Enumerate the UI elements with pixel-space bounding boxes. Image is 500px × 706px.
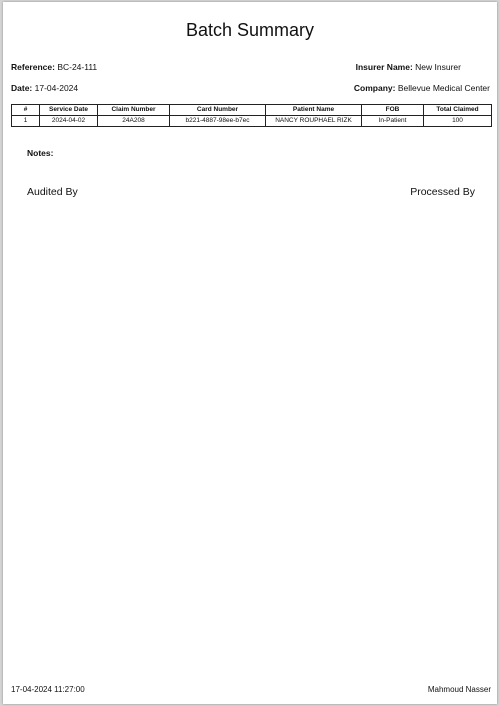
document-page <box>3 2 497 704</box>
date-field <box>11 83 78 93</box>
insurer-field <box>356 62 461 72</box>
insurer-value: New Insurer <box>415 62 461 72</box>
cell-patient-name: NANCY ROUPHAEL RIZK <box>266 116 362 127</box>
company-field <box>354 83 490 93</box>
column-header-card-number: Card Number <box>170 105 266 116</box>
column-header-index: # <box>12 105 40 116</box>
column-header-total-claimed: Total Claimed <box>424 105 492 116</box>
cell-index: 1 <box>12 116 40 127</box>
reference-value: BC-24-111 <box>57 62 98 72</box>
company-label: Company: <box>353 83 396 93</box>
column-header-claim-number: Claim Number <box>98 105 170 116</box>
table-header-row <box>12 105 492 116</box>
cell-claim-number: 24A208 <box>98 116 170 127</box>
page-title: Batch Summary <box>185 20 315 40</box>
cell-total-claimed: 100 <box>424 116 492 127</box>
column-header-patient-name: Patient Name <box>266 105 362 116</box>
footer-user: Mahmoud Nasser <box>427 685 491 694</box>
insurer-label: Insurer Name: <box>355 62 413 72</box>
date-label: Date: <box>11 83 33 93</box>
column-header-fob: FOB <box>362 105 424 116</box>
reference-label: Reference: <box>11 62 55 72</box>
claims-table <box>11 104 492 127</box>
notes-label: Notes: <box>27 148 54 158</box>
reference-field <box>11 62 97 72</box>
cell-fob: In-Patient <box>362 116 424 127</box>
company-value: Bellevue Medical Center <box>397 83 490 93</box>
cell-service-date: 2024-04-02 <box>40 116 98 127</box>
processed-by-label: Processed By <box>410 186 475 198</box>
audited-by-label: Audited By <box>27 186 78 198</box>
table-row <box>12 116 492 127</box>
footer-timestamp: 17-04-2024 11:27:00 <box>11 685 85 694</box>
column-header-service-date: Service Date <box>40 105 98 116</box>
date-value: 17-04-2024 <box>34 83 79 93</box>
cell-card-number: b221-4887-98ee-b7ec <box>170 116 266 127</box>
